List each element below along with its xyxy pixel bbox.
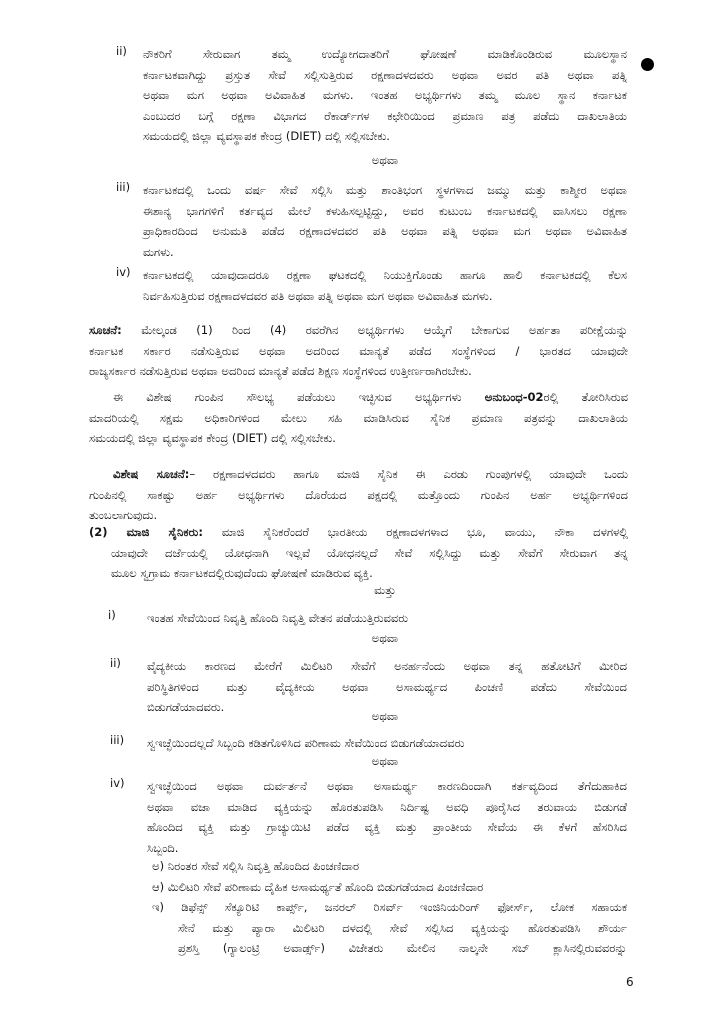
text-line: ಈಶಾನ್ಯ ಭಾಗಗಳಿಗೆ ಕರ್ತವ್ಯದ ಮೇಲೆ ಕಳುಹಿಸಲ್ಪಟ್ಟಿದ್ದು, ಅವರ ಕುಟುಂಬ ಕರ್ನಾಟಕದಲ್ಲಿ ವಾಸಿಸಲು ರಕ್ಷಣಾ bbox=[143, 203, 627, 218]
text-line: ಕರ್ನಾಟಕದಲ್ಲಿ ಯಾವುದಾದರೂ ರಕ್ಷಣಾ ಘಟಕದಲ್ಲಿ ನಿಯುಕ್ತಿಗೊಂಡು ಹಾಗೂ ಹಾಲಿ ಕರ್ನಾಟಕದಲ್ಲಿ ಕೆಲಸ bbox=[143, 268, 627, 282]
text-line: ಇಂತಹ ಸೇವೆಯಿಂದ ನಿವೃತ್ತಿ ಹೊಂದಿ ನಿವೃತ್ತಿ ವೇತನ ಪಡೆಯುತ್ತಿರುವವರು bbox=[147, 611, 409, 625]
sub-number-i: i) bbox=[108, 608, 116, 622]
sub-i-text bbox=[147, 608, 627, 629]
text-line: ಎಂಬುದರ ಬಗ್ಗೆ ರಕ್ಷಣಾ ವಿಭಾಗದ ರೆಕಾರ್ಡ್‌ಗಳ ಕಛೇರಿಯಿಂದ ಪ್ರಮಾಣ ಪತ್ರ ಪಡೆದು ದಾಖಲಾತಿಯ bbox=[143, 108, 627, 123]
text-line: ಸ್ವಇಚ್ಛೆಯಿಂದಲ್ಲದೆ ಸಿಬ್ಬಂದಿ ಕಡಿತಗೊಳಿಸಿದ ಪರಿಣಾಮ ಸೇವೆಯಿಂದ ಬಿಡುಗಡೆಯಾದವರು bbox=[147, 736, 465, 750]
text-line: ಗುಂಪಿನಲ್ಲಿ ಸಾಕಷ್ಟು ಅರ್ಹ ಅಭ್ಯರ್ಥಿಗಳು ದೊರೆಯದ ಪಕ್ಷದಲ್ಲಿ ಮತ್ತೊಂದು ಗುಂಪಿನ ಅರ್ಹ ಅಭ್ಯರ್ಥಿಗಳಿಂದ bbox=[89, 487, 628, 502]
text-line: ಪ್ರಾಧಿಕಾರದಿಂದ ಅನುಮತಿ ಪಡೆದ ರಕ್ಷಣಾದಳದವರ ಪತಿ ಅಥವಾ ಪತ್ನಿ ಅಥವಾ ಮಗ ಅಥವಾ ಅವಿವಾಹಿತ bbox=[143, 224, 627, 238]
list-item: ಅ) ನಿರಂತರ ಸೇವೆ ಸಲ್ಲಿಸಿ ನಿವೃತ್ತಿ ಹೊಂದಿದ ಪಿಂಚಣಿದಾರ bbox=[152, 859, 360, 873]
text-line: ಬಿಡುಗಡೆಯಾದವರು. bbox=[147, 700, 225, 714]
page-number: 6 bbox=[626, 975, 634, 989]
item-iii-text bbox=[143, 180, 627, 262]
ex-servicemen-label: (2) ಮಾಜಿ ಸೈನಿಕರು: bbox=[89, 525, 203, 539]
and-separator: ಮತ್ತು bbox=[374, 583, 396, 597]
annex-reference: ಅನುಬಂಧ-02 bbox=[484, 390, 544, 404]
text-line: ಮೂಲ ಸ್ವಗ್ರಾಮ ಕರ್ನಾಟಕದಲ್ಲಿರುವುದೆಂದು ಘೋಷಣೆ ಮಾಡಿರುವ ವ್ಯಕ್ತಿ. bbox=[111, 566, 373, 580]
sub-number-iv: iv) bbox=[110, 776, 125, 790]
list-item: ಆ) ಮಿಲಿಟರಿ ಸೇವೆ ಪರಿಣಾಮ ದೈಹಿಕ ಅಸಾಮರ್ಥ್ಯತೆ ಹೊಂದಿ ಬಿಡುಗಡೆಯಾದ ಪಿಂಚಣಿದಾರ bbox=[152, 879, 484, 894]
annex-paragraph bbox=[89, 387, 628, 449]
item-iv-text bbox=[143, 265, 627, 306]
text-line: ಮೇಲ್ಕಂಡ (1) ರಿಂದ (4) ರವರೆಗಿನ ಅಭ್ಯರ್ಥಿಗಳು ಆಯ್ಕೆಗೆ ಬೇಕಾಗುವ ಅರ್ಹತಾ ಪರೀಕ್ಷೆಯನ್ನು bbox=[141, 323, 629, 337]
scan-dot bbox=[641, 58, 654, 71]
note-paragraph bbox=[89, 320, 628, 382]
note-label: ಸೂಚನೆ: bbox=[89, 323, 122, 337]
or-separator: ಅಥವಾ bbox=[371, 754, 399, 768]
special-note-paragraph bbox=[89, 464, 628, 526]
text-line: ಮಗಳು. bbox=[143, 244, 174, 259]
item-number-ii: ii) bbox=[116, 44, 127, 58]
text-line: ಹೊಂದಿದ ವ್ಯಕ್ತಿ ಮತ್ತು ಗ್ರಾಚ್ಯುಯಿಟಿ ಪಡೆದ ವ್ಯಕ್ತಿ ಮತ್ತು ಪ್ರಾಂತೀಯ ಸೇವೆಯ ಈ ಕೆಳಗೆ ಹೆಸರಿಸಿದ bbox=[147, 820, 627, 834]
text-line: ನೌಕರಿಗೆ ಸೇರುವಾಗ ತಮ್ಮ ಉದ್ಯೋಗದಾತರಿಗೆ ಘೋಷಣೆ ಮಾಡಿಕೊಂಡಿರುವ ಮೂಲಸ್ಥಾನ bbox=[143, 47, 627, 61]
text-line: ಸಿಬ್ಬಂದಿ. bbox=[147, 840, 179, 855]
text-line: ತುಂಬಲಾಗುವುದು. bbox=[89, 508, 158, 522]
or-separator: ಅಥವಾ bbox=[371, 153, 399, 167]
list-item: ಇ) ಡಿಫೆನ್ಸ್ ಸೆಕ್ಯೂರಿಟಿ ಕಾರ್ಪ್ಸ್, ಜನರಲ್ ರಿಸರ್ವ್ ಇಂಜಿನಿಯರಿಂಗ್ ಫೋರ್ಸ್, ಲೋಕ ಸಹಾಯಕ bbox=[152, 900, 627, 914]
text-line: ಅಥವಾ ಮಗ ಅಥವಾ ಅವಿವಾಹಿತ ಮಗಳು. ಇಂತಹ ಅಭ್ಯರ್ಥಿಗಳು ತಮ್ಮ ಮೂಲ ಸ್ಥಾನ ಕರ್ನಾಟಕ bbox=[143, 88, 627, 102]
special-note-label: ವಿಶೇಷ ಸೂಚನೆ: bbox=[113, 467, 190, 481]
text-line: ಈ ವಿಶೇಷ ಗುಂಪಿನ ಸೌಲಭ್ಯ ಪಡೆಯಲು ಇಚ್ಛಿಸುವ ಅಭ್ಯರ್ಥಿಗಳು bbox=[113, 390, 485, 404]
list-item-continuation: ಸೇನೆ ಮತ್ತು ಪ್ಯಾರಾ ಮಿಲಿಟರಿ ದಳದಲ್ಲಿ ಸೇವೆ ಸಲ್ಲಿಸಿದ ವ್ಯಕ್ತಿಯನ್ನು ಹೊರತುಪಡಿಸಿ ಶೌರ್ಯ bbox=[178, 920, 627, 935]
text-line: ಯಾವುದೇ ದರ್ಜೆಯಲ್ಲಿ ಯೋಧನಾಗಿ ಇಲ್ಲವೆ ಯೋಧನಲ್ಲದೆ ಸೇವೆ ಸಲ್ಲಿಸಿದ್ದು ಮತ್ತು ಸೇವೆಗೆ ಸೇರುವಾಗ ತನ್ನ bbox=[111, 545, 628, 560]
item-number-iii: iii) bbox=[116, 180, 131, 194]
text-line: ಮಾದರಿಯಲ್ಲಿ ಸಕ್ಷಮ ಅಧಿಕಾರಿಗಳಿಂದ ಮೇಲು ಸಹಿ ಮಾಡಿಸಿರುವ ಸೈನಿಕ ಪ್ರಮಾಣ ಪತ್ರವನ್ನು ದಾಖಲಾತಿಯ bbox=[89, 410, 628, 425]
text-line: ಕರ್ನಾಟಕ ಸರ್ಕಾರ ನಡೆಸುತ್ತಿರುವ ಅಥವಾ ಅದರಿಂದ ಮಾನ್ಯತೆ ಪಡೆದ ಸಂಸ್ಥೆಗಳಿಂದ / ಭಾರತದ ಯಾವುದೇ bbox=[89, 343, 628, 358]
or-separator: ಅಥವಾ bbox=[371, 709, 399, 723]
list-item-continuation: ಪ್ರಶಸ್ತಿ (ಗ್ಯಾಲಂಟ್ರಿ ಅವಾರ್ಡ್ಸ್) ವಿಜೇತರು ಮೇಲಿನ ನಾಲ್ಕನೇ ಸಬ್ ಕ್ಲಾಸಿನಲ್ಲಿರುವವರನ್ನು bbox=[178, 941, 627, 955]
text-line: ಮಾಜಿ ಸೈನಿಕರೆಂದರೆ ಭಾರತೀಯ ರಕ್ಷಣಾದಳಗಳಾದ ಭೂ, ವಾಯು, ನೌಕಾ ದಳಗಳಲ್ಲಿ bbox=[202, 525, 628, 539]
text-line: ಅಥವಾ ವಜಾ ಮಾಡಿದ ವ್ಯಕ್ತಿಯನ್ನು ಹೊರತುಪಡಿಸಿ ನಿರ್ದಿಷ್ಟ ಅವಧಿ ಪೂರೈಸಿದ ತರುವಾಯ ಬಿಡುಗಡೆ bbox=[147, 799, 627, 814]
sub-iv-text bbox=[147, 776, 627, 858]
or-separator: ಅಥವಾ bbox=[371, 631, 399, 645]
item-number-iv: iv) bbox=[116, 265, 131, 279]
sub-number-iii: iii) bbox=[110, 733, 125, 747]
ex-servicemen-paragraph bbox=[89, 522, 628, 584]
text-line: ಸಮಯದಲ್ಲಿ ಜಿಲ್ಲಾ ವ್ಯವಸ್ಥಾಪಕ ಕೇಂದ್ರ (DIET) ದಲ್ಲಿ ಸಲ್ಲಿಸಬೇಕು. bbox=[89, 431, 336, 445]
text-line: ರಾಜ್ಯಸರ್ಕಾರ ನಡೆಸುತ್ತಿರುವ ಅಥವಾ ಅದರಿಂದ ಮಾನ್ಯತೆ ಪಡೆದ ಶಿಕ್ಷಣ ಸಂಸ್ಥೆಗಳಿಂದ ಉತ್ತೀರ್ಣರಾಗಿರಬೇಕು. bbox=[89, 364, 472, 378]
text-line: ವೈದ್ಯಕೀಯ ಕಾರಣದ ಮೇರೆಗೆ ಮಿಲಿಟರಿ ಸೇವೆಗೆ ಅನರ್ಹನೆಂದು ಅಥವಾ ತನ್ನ ಹತೋಟಿಗೆ ಮೀರಿದ bbox=[147, 659, 627, 673]
sub-number-ii: ii) bbox=[110, 656, 121, 670]
text-line: ಸ್ವಇಚ್ಛೆಯಿಂದ ಅಥವಾ ದುರ್ವರ್ತನೆ ಅಥವಾ ಅಸಾಮರ್ಥ್ಯ ಕಾರಣದಿಂದಾಗಿ ಕರ್ತವ್ಯದಿಂದ ತೆಗೆದುಹಾಕಿದ bbox=[147, 779, 627, 793]
text-line: ರಲ್ಲಿ ತೋರಿಸಿರುವ bbox=[543, 390, 628, 404]
text-line: – ರಕ್ಷಣಾದಳದವರು ಹಾಗೂ ಮಾಜಿ ಸೈನಿಕ ಈ ಎರಡು ಗುಂಪುಗಳಲ್ಲಿ ಯಾವುದೇ ಒಂದು bbox=[189, 467, 628, 481]
text-line: ಸಮಯದಲ್ಲಿ ಜಿಲ್ಲಾ ವ್ಯವಸ್ಥಾಪಕ ಕೇಂದ್ರ (DIET) ದಲ್ಲಿ ಸಲ್ಲಿಸಬೇಕು. bbox=[143, 129, 390, 143]
sub-sub-list bbox=[152, 856, 627, 959]
text-line: ನಿರ್ವಹಿಸುತ್ತಿರುವ ರಕ್ಷಣಾದಳದವರ ಪತಿ ಅಥವಾ ಪತ್ನಿ ಅಥವಾ ಮಗ ಅಥವಾ ಅವಿವಾಹಿತ ಮಗಳು. bbox=[143, 288, 493, 303]
text-line: ಕರ್ನಾಟಕವಾಗಿದ್ದು ಪ್ರಸ್ತುತ ಸೇವೆ ಸಲ್ಲಿಸುತ್ತಿರುವ ರಕ್ಷಣಾದಳದವರು ಅಥವಾ ಅವರ ಪತಿ ಅಥವಾ ಪತ್ನಿ bbox=[143, 67, 627, 82]
text-line: ಕರ್ನಾಟಕದಲ್ಲಿ ಒಂದು ವರ್ಷ ಸೇವೆ ಸಲ್ಲಿಸಿ ಮತ್ತು ಶಾಂತಿಭಂಗ ಸ್ಥಳಗಳಾದ ಜಮ್ಮು ಮತ್ತು ಕಾಶ್ಮೀರ ಅಥವಾ bbox=[143, 183, 627, 197]
item-ii-text bbox=[143, 44, 627, 147]
sub-iii-text bbox=[147, 733, 627, 754]
text-line: ಪರಿಸ್ಥಿತಿಗಳಿಂದ ಮತ್ತು ವೈದ್ಯಕೀಯ ಅಥವಾ ಅಸಾಮರ್ಥ್ಯದ ಪಿಂಚಣಿ ಪಡೆದು ಸೇವೆಯಿಂದ bbox=[147, 679, 627, 694]
